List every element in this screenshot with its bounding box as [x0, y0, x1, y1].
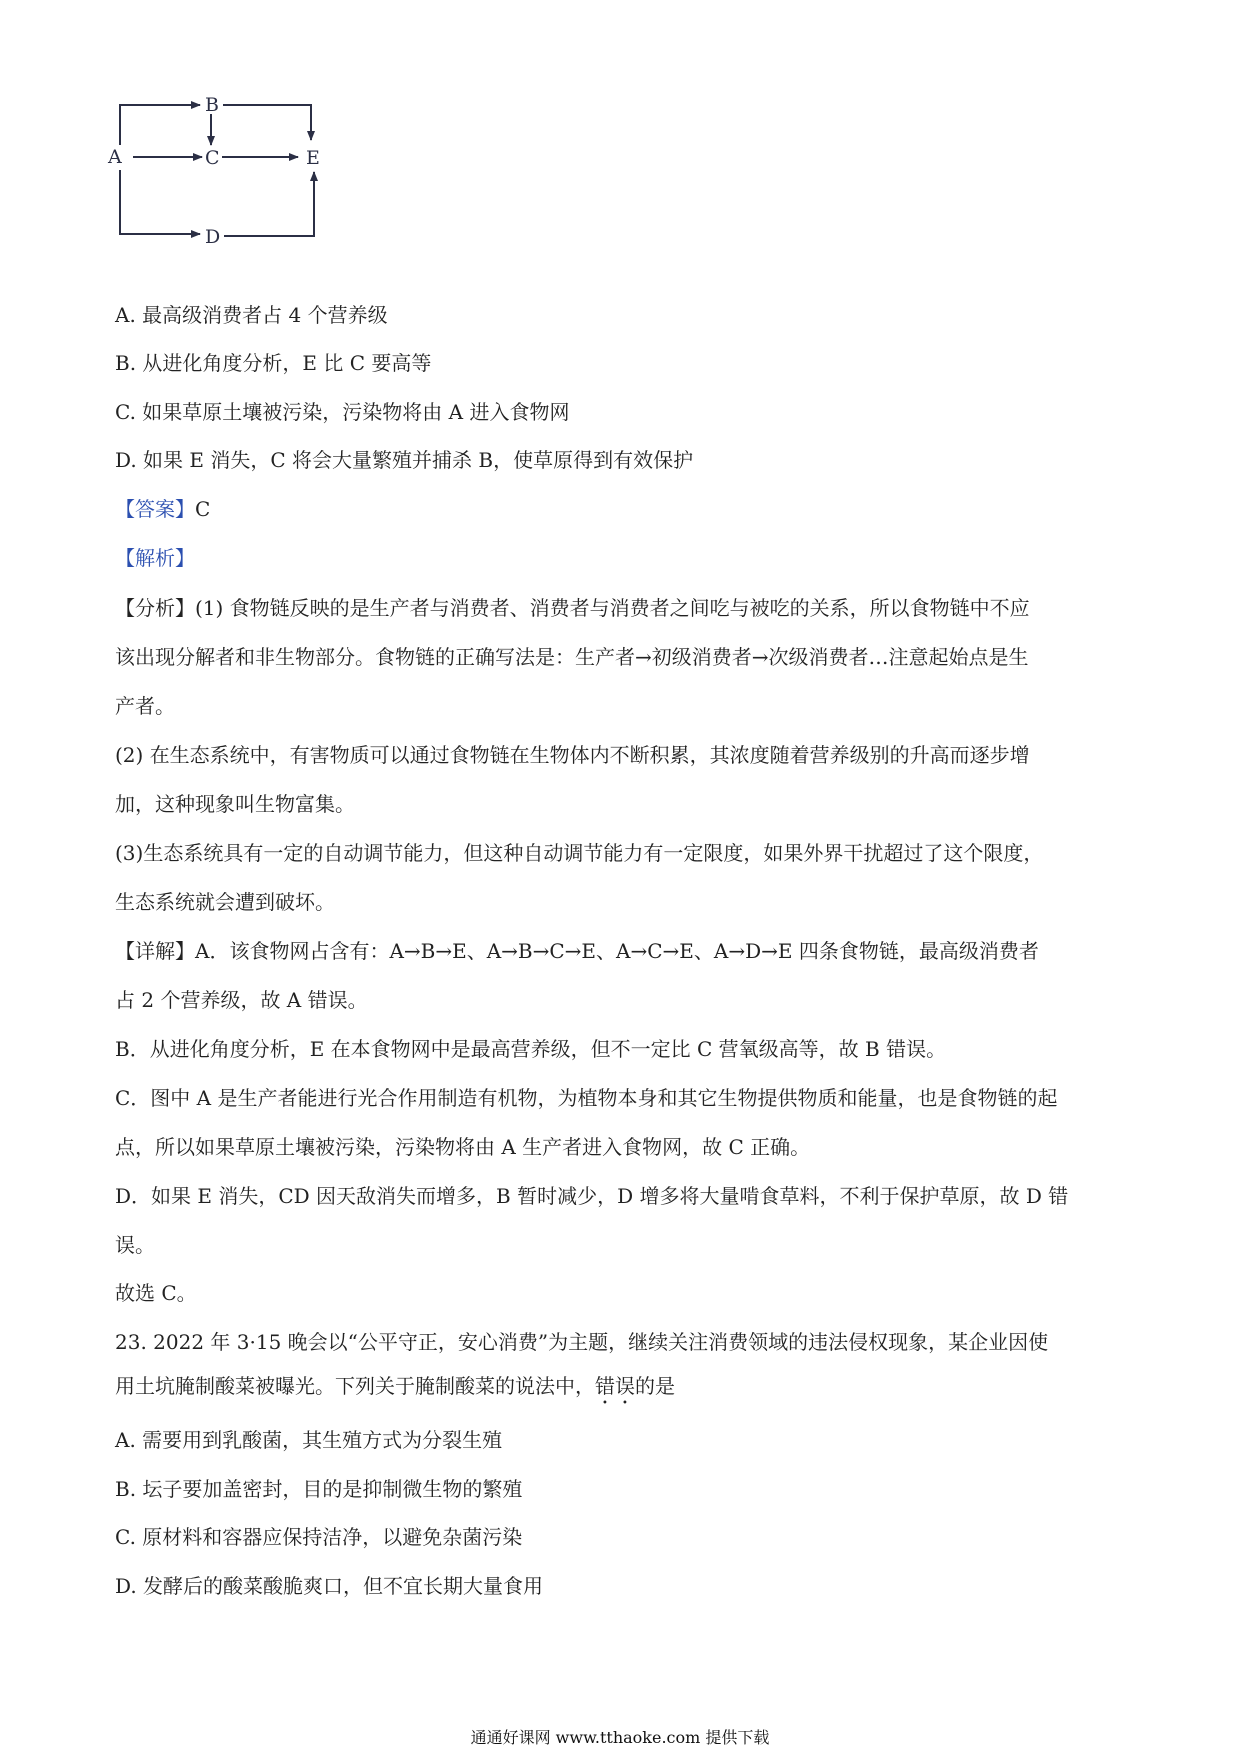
- node-e: E: [306, 147, 320, 169]
- analysis-line: B．从进化角度分析，E 在本食物网中是最高营养级，但不一定比 C 营氧级高等，故 B 错误。: [115, 1037, 947, 1061]
- q22-answer: [115, 494, 1125, 524]
- emphasis-word: 错误: [595, 1374, 635, 1398]
- q23-option-a: A. 需要用到乳酸菌，其生殖方式为分裂生殖: [115, 1428, 503, 1452]
- analysis-line: 该出现分解者和非生物部分。食物链的正确写法是：生产者→初级消费者→次级消费者…注意起始点是生: [115, 645, 1029, 669]
- edge-a-d: [120, 170, 200, 234]
- analysis-line: 误。: [115, 1233, 155, 1257]
- food-web-diagram: [108, 94, 378, 280]
- analysis-line: 占 2 个营养级，故 A 错误。: [115, 988, 368, 1012]
- analysis-line: 点，所以如果草原土壤被污染，污染物将由 A 生产者进入食物网，故 C 正确。: [115, 1135, 811, 1159]
- edge-d-e: [224, 172, 314, 236]
- analysis-line: 加，这种现象叫生物富集。: [115, 792, 355, 816]
- analysis-line: 【详解】A．该食物网占含有：A→B→E、A→B→C→E、A→C→E、A→D→E 四条食物链，最高级消费者: [115, 939, 1039, 963]
- analysis-line: (3)生态系统具有一定的自动调节能力，但这种自动调节能力有一定限度，如果外界干扰超过了这个限度，: [115, 841, 1044, 865]
- q23-stem-line2: [115, 1371, 1125, 1409]
- conclusion-line: 故选 C。: [115, 1281, 197, 1305]
- q22-option-b: B. 从进化角度分析，E 比 C 要高等: [115, 351, 432, 375]
- footer-watermark: 通通好课网 www.tthaoke.com 提供下载: [470, 1728, 770, 1747]
- analysis-tag: 【解析】: [115, 546, 195, 570]
- stem-text: 的是: [635, 1374, 675, 1398]
- node-d: D: [205, 226, 221, 248]
- answer-value: C: [195, 497, 211, 521]
- q23-option-c: C. 原材料和容器应保持洁净，以避免杂菌污染: [115, 1525, 523, 1549]
- q22-option-a: A. 最高级消费者占 4 个营养级: [115, 303, 388, 327]
- node-b: B: [205, 94, 219, 116]
- q23-stem-line1: 23. 2022 年 3·15 晚会以“公平守正，安心消费”为主题，继续关注消费领域的违法侵权现象，某企业因使: [115, 1330, 1049, 1354]
- food-web-svg: [108, 94, 378, 280]
- q23-option-d: D. 发酵后的酸菜酸脆爽口，但不宜长期大量食用: [115, 1574, 544, 1598]
- edge-a-b: [120, 105, 200, 145]
- analysis-line: D．如果 E 消失，CD 因天敌消失而增多，B 暂时减少，D 增多将大量啃食草料，不利于保护草原，故 D 错: [115, 1184, 1069, 1208]
- stem-text: 用土坑腌制酸菜被曝光。下列关于腌制酸菜的说法中，: [115, 1374, 595, 1398]
- edge-b-e: [223, 105, 311, 140]
- analysis-line: 【分析】(1) 食物链反映的是生产者与消费者、消费者与消费者之间吃与被吃的关系，所以食物链中不应: [115, 596, 1030, 620]
- analysis-line: 产者。: [115, 694, 175, 718]
- q23-option-b: B. 坛子要加盖密封，目的是抑制微生物的繁殖: [115, 1477, 523, 1501]
- analysis-line: C．图中 A 是生产者能进行光合作用制造有机物，为植物本身和其它生物提供物质和能量，也是食物链的起: [115, 1086, 1058, 1110]
- node-a: A: [108, 146, 122, 168]
- analysis-line: (2) 在生态系统中，有害物质可以通过食物链在生物体内不断积累，其浓度随着营养级别的升高而逐步增: [115, 743, 1030, 767]
- q22-option-c: C. 如果草原土壤被污染，污染物将由 A 进入食物网: [115, 400, 570, 424]
- node-c: C: [205, 147, 220, 169]
- q22-option-d: D. 如果 E 消失，C 将会大量繁殖并捕杀 B，使草原得到有效保护: [115, 448, 694, 472]
- answer-tag: 【答案】: [115, 497, 195, 521]
- analysis-line: 生态系统就会遭到破坏。: [115, 890, 335, 914]
